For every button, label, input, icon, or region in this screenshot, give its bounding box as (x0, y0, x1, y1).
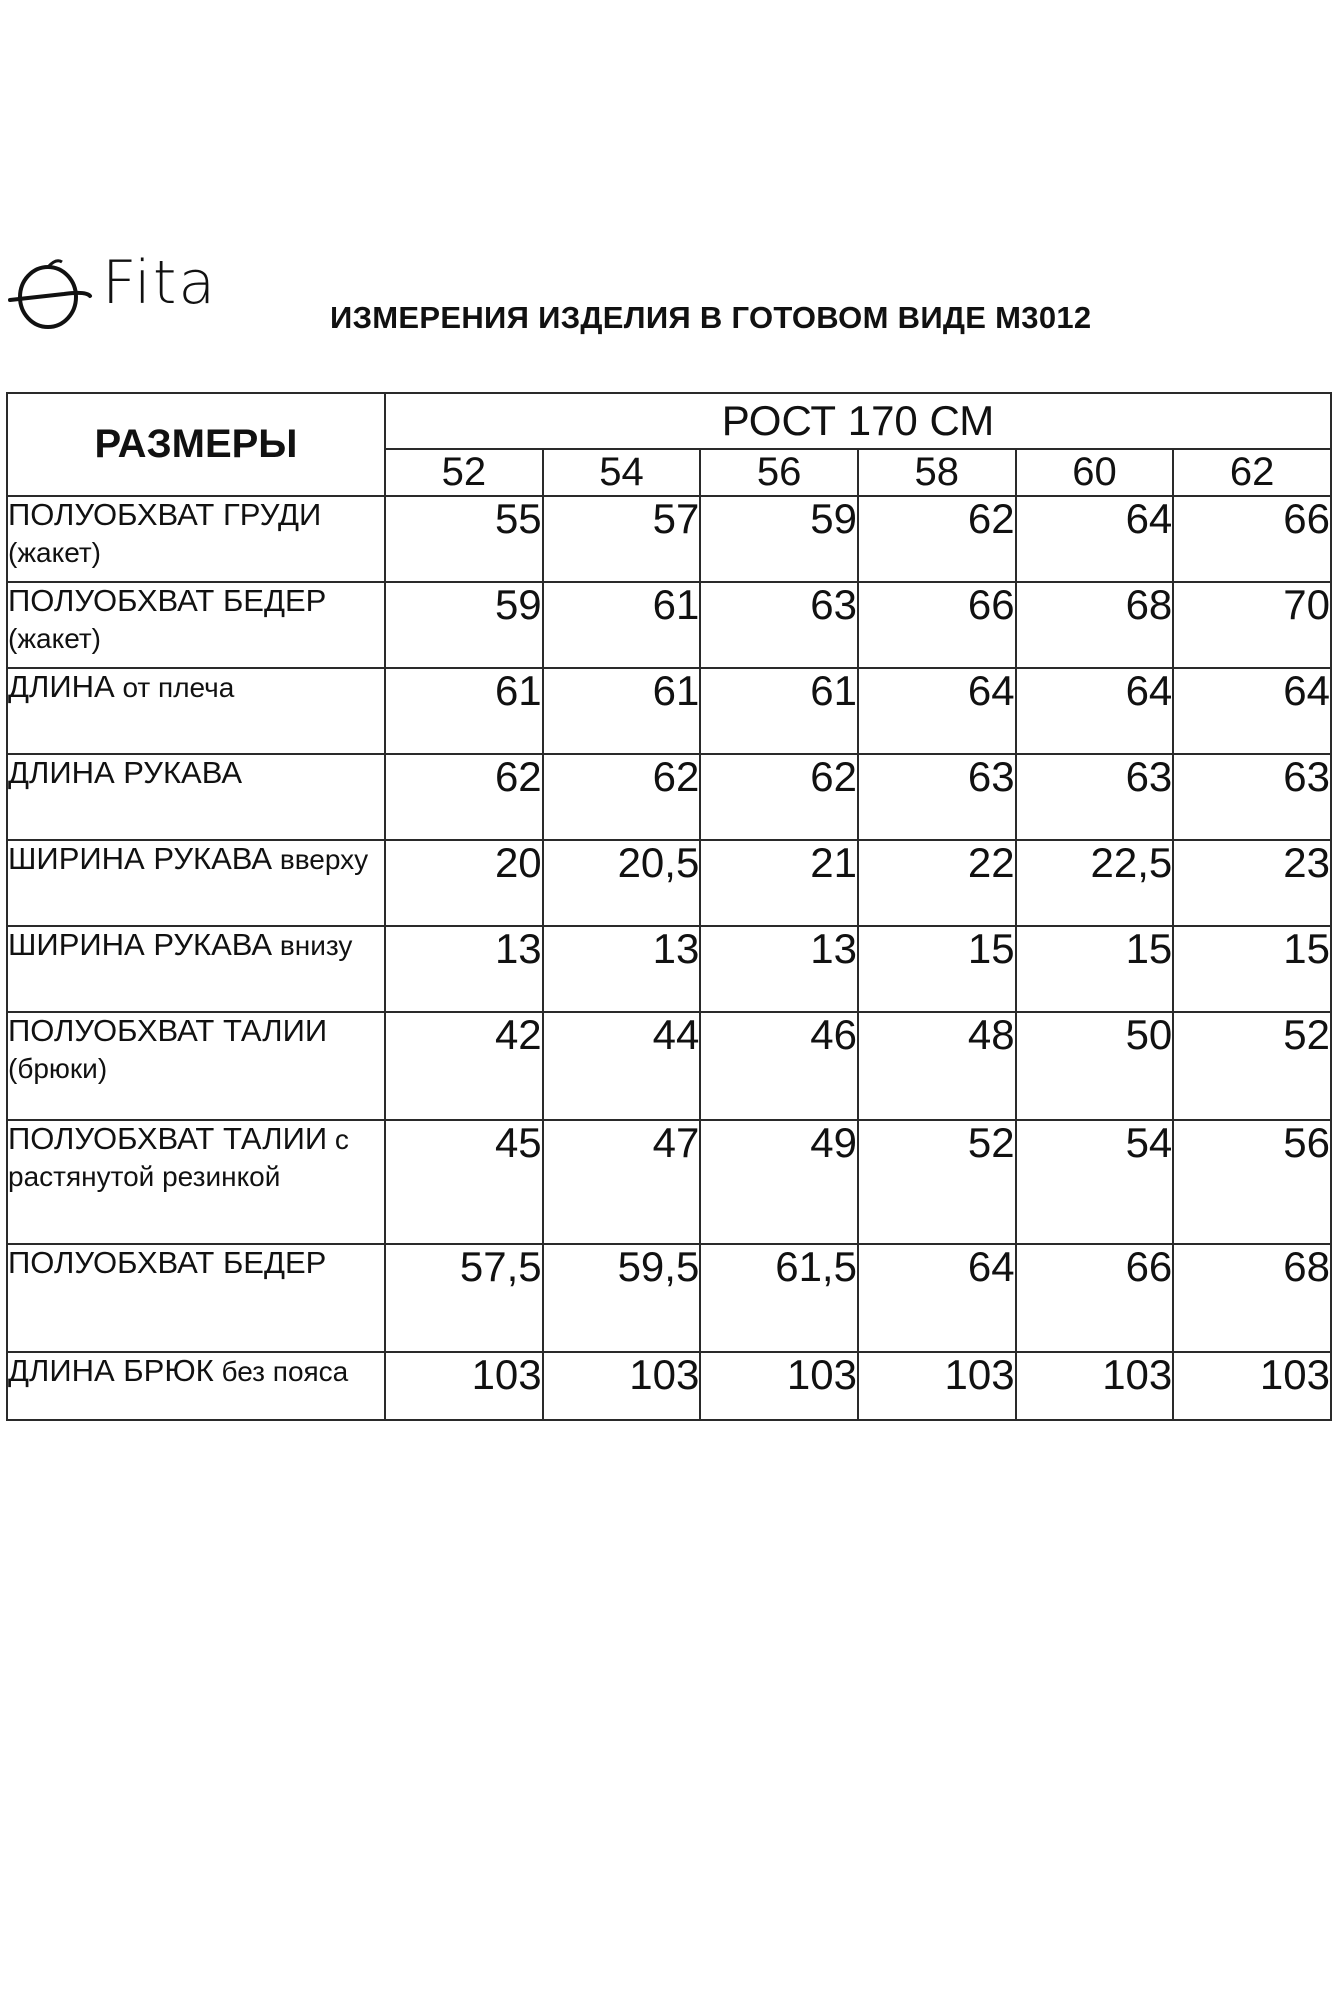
measurement-value: 63 (858, 754, 1016, 840)
measurement-value: 13 (543, 926, 701, 1012)
sizes-header: РАЗМЕРЫ (7, 393, 385, 496)
measurement-label-sub: (жакет) (8, 537, 101, 568)
table-row (7, 926, 1331, 1012)
measurement-value: 103 (385, 1352, 543, 1420)
measurement-label-main: ШИРИНА РУКАВА (8, 841, 273, 876)
measurement-label (7, 1244, 385, 1352)
table-row (7, 754, 1331, 840)
measurement-label-main: ШИРИНА РУКАВА (8, 927, 273, 962)
measurement-value: 103 (1173, 1352, 1331, 1420)
measurement-value: 44 (543, 1012, 701, 1120)
measurement-value: 68 (1016, 582, 1174, 668)
measurement-value: 52 (858, 1120, 1016, 1244)
measurement-value: 63 (700, 582, 858, 668)
measurement-label-main: ПОЛУОБХВАТ ГРУДИ (8, 497, 322, 532)
measurement-value: 66 (1016, 1244, 1174, 1352)
measurement-value: 20 (385, 840, 543, 926)
size-header: 54 (543, 449, 701, 496)
measurement-label-main: ПОЛУОБХВАТ БЕДЕР (8, 1245, 327, 1280)
measurement-value: 15 (858, 926, 1016, 1012)
measurement-value: 50 (1016, 1012, 1174, 1120)
measurement-label-main: ДЛИНА БРЮК (8, 1353, 214, 1388)
brand-name: Fita (102, 248, 218, 318)
measurement-value: 66 (858, 582, 1016, 668)
measurement-value: 64 (1016, 668, 1174, 754)
height-header: РОСТ 170 СМ (385, 393, 1331, 449)
measurement-label-main: ДЛИНА (8, 669, 115, 704)
measurement-value: 61 (543, 668, 701, 754)
measurement-value: 45 (385, 1120, 543, 1244)
measurement-value: 61,5 (700, 1244, 858, 1352)
measurement-value: 49 (700, 1120, 858, 1244)
measurement-label (7, 754, 385, 840)
measurement-label-sub: от плеча (114, 672, 235, 703)
table-row (7, 582, 1331, 668)
measurement-value: 70 (1173, 582, 1331, 668)
measurement-value: 61 (700, 668, 858, 754)
measurement-label (7, 668, 385, 754)
measurement-label (7, 1352, 385, 1420)
measurement-value: 103 (1016, 1352, 1174, 1420)
measurement-label (7, 840, 385, 926)
measurement-label-sub: вверху (272, 844, 369, 875)
measurement-value: 59 (700, 496, 858, 582)
measurement-value: 55 (385, 496, 543, 582)
measurement-label (7, 1120, 385, 1244)
measurement-value: 22,5 (1016, 840, 1174, 926)
size-header: 62 (1173, 449, 1331, 496)
measurement-label-main: ПОЛУОБХВАТ БЕДЕР (8, 583, 327, 618)
page-title: ИЗМЕРЕНИЯ ИЗДЕЛИЯ В ГОТОВОМ ВИДЕ М3012 (330, 300, 1092, 335)
measurement-value: 22 (858, 840, 1016, 926)
measurement-label (7, 582, 385, 668)
table-row (7, 496, 1331, 582)
measurement-value: 62 (858, 496, 1016, 582)
measurement-label-main: ПОЛУОБХВАТ ТАЛИИ (8, 1121, 328, 1156)
measurement-label-sub: без пояса (213, 1356, 349, 1387)
measurement-value: 59 (385, 582, 543, 668)
measurement-value: 61 (543, 582, 701, 668)
table-row (7, 1120, 1331, 1244)
measurement-label-sub: (брюки) (8, 1053, 108, 1084)
measurement-value: 68 (1173, 1244, 1331, 1352)
measurement-value: 59,5 (543, 1244, 701, 1352)
measurement-value: 103 (543, 1352, 701, 1420)
measurement-value: 57 (543, 496, 701, 582)
table-row (7, 840, 1331, 926)
size-chart-table (6, 392, 1332, 1421)
measurement-value: 64 (858, 668, 1016, 754)
measurement-value: 54 (1016, 1120, 1174, 1244)
measurement-label-main: ПОЛУОБХВАТ ТАЛИИ (8, 1013, 328, 1048)
measurement-label-sub: (жакет) (8, 623, 101, 654)
measurement-value: 21 (700, 840, 858, 926)
measurement-label-sub: с растянутой резинкой (8, 1124, 349, 1192)
measurement-value: 15 (1016, 926, 1174, 1012)
measurement-label (7, 496, 385, 582)
measurement-value: 64 (1173, 668, 1331, 754)
measurement-value: 13 (385, 926, 543, 1012)
measurement-value: 62 (543, 754, 701, 840)
measurement-value: 61 (385, 668, 543, 754)
table-row (7, 1244, 1331, 1352)
measurement-label (7, 926, 385, 1012)
measurement-value: 63 (1173, 754, 1331, 840)
measurement-value: 23 (1173, 840, 1331, 926)
size-header: 60 (1016, 449, 1174, 496)
measurement-value: 42 (385, 1012, 543, 1120)
measurement-label-sub: внизу (272, 930, 353, 961)
measurement-label (7, 1012, 385, 1120)
size-header: 56 (700, 449, 858, 496)
measurement-value: 103 (858, 1352, 1016, 1420)
measurement-value: 13 (700, 926, 858, 1012)
measurement-value: 103 (700, 1352, 858, 1420)
measurement-value: 48 (858, 1012, 1016, 1120)
measurement-value: 64 (858, 1244, 1016, 1352)
measurement-value: 47 (543, 1120, 701, 1244)
table-row (7, 1012, 1331, 1120)
measurement-value: 56 (1173, 1120, 1331, 1244)
measurement-value: 52 (1173, 1012, 1331, 1120)
measurement-value: 57,5 (385, 1244, 543, 1352)
size-header: 52 (385, 449, 543, 496)
measurement-value: 15 (1173, 926, 1331, 1012)
measurement-value: 20,5 (543, 840, 701, 926)
table-row (7, 668, 1331, 754)
table-row (7, 1352, 1331, 1420)
measurement-value: 63 (1016, 754, 1174, 840)
size-header: 58 (858, 449, 1016, 496)
measurement-value: 46 (700, 1012, 858, 1120)
measurement-value: 62 (700, 754, 858, 840)
measurement-label-main: ДЛИНА РУКАВА (8, 755, 243, 790)
measurement-value: 66 (1173, 496, 1331, 582)
measurement-value: 62 (385, 754, 543, 840)
measurement-value: 64 (1016, 496, 1174, 582)
